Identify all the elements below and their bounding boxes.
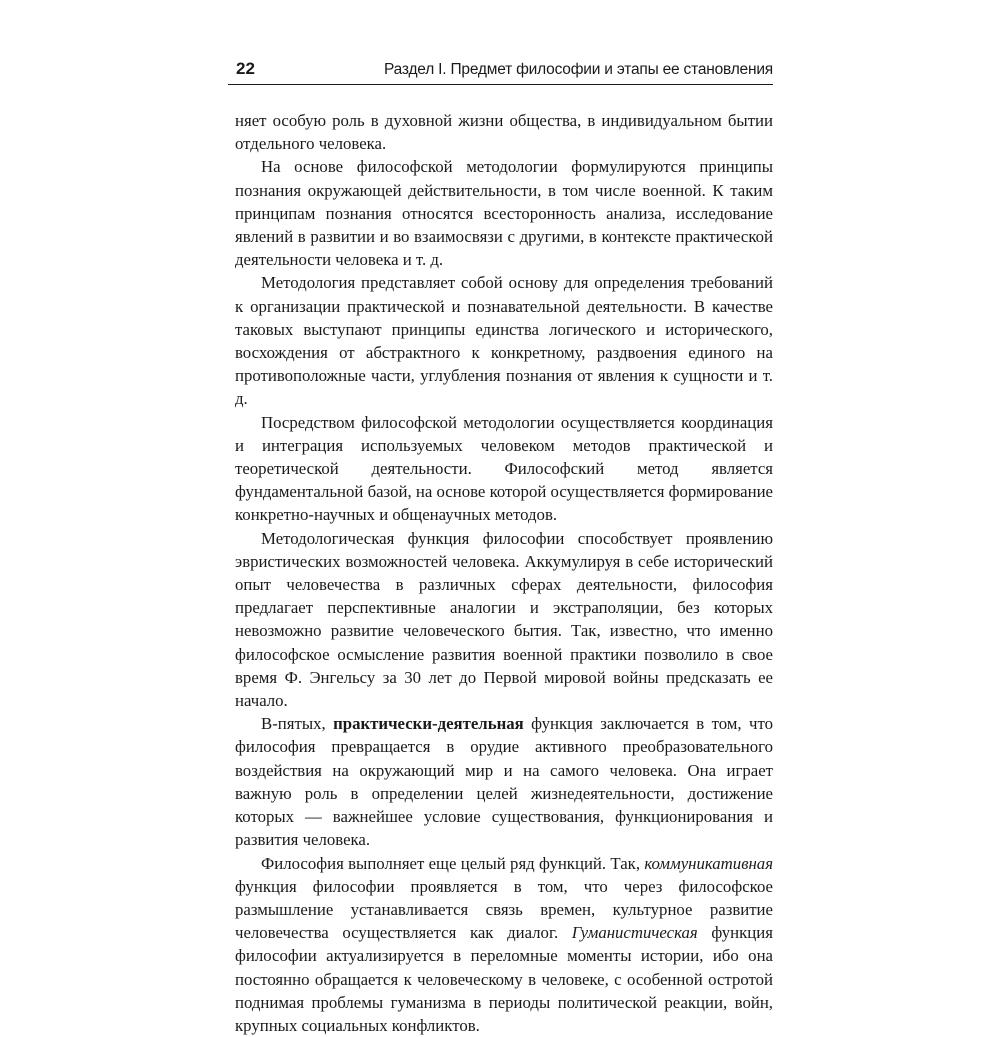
paragraph-text: В-пятых, bbox=[261, 714, 333, 733]
paragraph-text: функция философии проявляется в том, что через философское размышление устанавливается связь времен, культурное развитие человечества осуществляется как диалог. bbox=[235, 877, 773, 942]
paragraph: Методология представляет собой основу для определения требований к организации практической и познавательной деятельности. В качестве таковых выступают принципы единства логического и исторического, восхождения от абстрактного к конкретному, раздвоения единого на противоположные части, углубления познания от явления к сущности и т. д. bbox=[235, 271, 773, 410]
paragraph-text: функция заключается в том, что философия превращается в орудие активного преобразовательного воздействия на окружающий мир и на самого человека. Она играет важную роль в определении целей жизнедеятельности, достижение которых — важнейшее условие существования, функционирования и развития человека. bbox=[235, 714, 773, 849]
bold-term: практически-деятельная bbox=[333, 714, 524, 733]
paragraph: На основе философской методологии формулируются принципы познания окружающей действительности, в том числе военной. К таким принципам познания относятся всесторонность анализа, исследование явлений в развитии и во взаимосвязи с другими, в контексте практической деятельности человека и т. д. bbox=[235, 155, 773, 271]
page-number: 22 bbox=[236, 58, 255, 80]
page-header bbox=[228, 58, 773, 82]
paragraph: Посредством философской методологии осуществляется координация и интеграция используемых человеком методов практической и теоретической деятельности. Философский метод является фундаментальной базой, на основе которой осуществляется формирование конкретно-научных и общенаучных методов. bbox=[235, 411, 773, 527]
header-divider bbox=[228, 84, 773, 85]
running-title: Раздел I. Предмет философии и этапы ее становления bbox=[384, 59, 773, 81]
paragraph-text: функция философии актуализируется в переломные моменты истории, ибо она постоянно обращается к человеческому в человеке, с особенной остротой поднимая проблемы гуманизма в периоды политической реакции, войн, крупных социальных конфликтов. bbox=[235, 923, 773, 1035]
paragraph-practical-function bbox=[235, 712, 773, 851]
paragraph: Методологическая функция философии способствует проявлению эвристических возможностей человека. Аккумулируя в себе исторический опыт человечества в различных сферах деятельности, философия предлагает перспективные аналогии и экстраполяции, без которых невозможно развитие человеческого бытия. Так, известно, что именно философское осмысление развития военной практики позволило в свое время Ф. Энгельсу за 30 лет до Первой мировой войны предсказать ее начало. bbox=[235, 527, 773, 713]
italic-term: коммуникативная bbox=[644, 854, 773, 873]
paragraph-continuation: няет особую роль в духовной жизни общества, в индивидуальном бытии отдельного человека. bbox=[235, 109, 773, 155]
paragraph-text: Философия выполняет еще целый ряд функций. Так, bbox=[261, 854, 644, 873]
paragraph-other-functions bbox=[235, 852, 773, 1037]
body-text bbox=[235, 109, 773, 1037]
italic-term: Гуманистическая bbox=[572, 923, 698, 942]
